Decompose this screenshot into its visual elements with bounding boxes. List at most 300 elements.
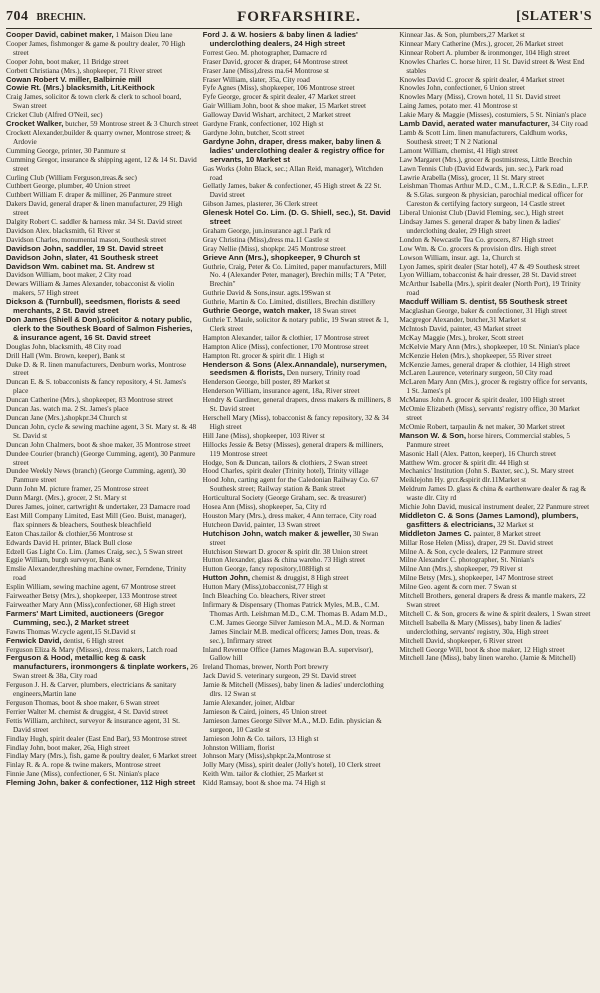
directory-entry [399, 254, 592, 263]
directory-entry [6, 40, 199, 58]
entry-name: Fraser David, grocer & draper, 64 Montrose street [202, 57, 348, 66]
entry-name: McLaren Laurence, veterinary surgeon, 50 City road [399, 369, 553, 378]
directory-entry [203, 67, 396, 76]
entry-name: McOmie Robert, tarpaulin & net maker, 30 Market street [399, 422, 565, 431]
directory-entry [399, 405, 592, 423]
directory-entry [399, 120, 592, 129]
entry-name: Knowles David C. grocer & spirit dealer, 4 Market street [399, 75, 565, 84]
entry-name: Cooper John, boot maker, 11 Bridge street [6, 57, 129, 66]
entry-name: Finnie Jane (Miss), confectioner, 6 St. Ninian's place [6, 770, 160, 779]
entry-name: Dundee Weekly News (branch) (George Cumming, agent), 30 Panmure street [6, 467, 186, 485]
entry-name: London & Newcastle Tea Co. grocers, 87 High street [399, 235, 554, 244]
directory-entry [6, 405, 199, 414]
directory-entry [6, 263, 199, 272]
directory-entry [399, 307, 592, 316]
directory-entry [399, 102, 592, 111]
directory-entry [6, 414, 199, 423]
entry-name: Duncan John Chalmers, boot & shoe maker, 35 Montrose street [6, 440, 191, 449]
entry-name: Gray Nellie (Miss), shopkpr. 245 Montrose street [202, 244, 346, 253]
entry-name: Lamb David, aerated water manufacturer, [399, 119, 550, 129]
entry-name: Corbett Christiana (Mrs.), shopkeeper, 71 River street [6, 66, 163, 75]
entry-name: Johnston William, florist [202, 743, 275, 752]
directory-entry [399, 592, 592, 610]
entry-name: Ferguson Eliza & Mary (Misses), dress makers, Latch road [6, 645, 178, 654]
directory-columns [6, 31, 592, 993]
entry-name: Cowan Robert V. miller, Balbirnie mill [6, 74, 142, 84]
entry-name: Edzell Gas Light Co. Lim. (James Craig, sec.), 5 Swan street [6, 547, 183, 556]
directory-entry [203, 779, 396, 788]
entry-name: Guthrie T. Maule, solicitor & notary public, 19 Swan street & 1, Clerk street [202, 316, 389, 333]
page-header [6, 6, 592, 29]
page-number: 704 [6, 9, 29, 24]
directory-entry [6, 129, 199, 147]
entry-name: Hutton Mary (Miss),tobacconist,77 High st [202, 583, 328, 592]
entry-name: Knowles Mary (Miss), Crown hotel, 11 St. David street [399, 93, 561, 102]
entry-name: McKenzie James, general draper & clothier, 14 High street [399, 360, 571, 369]
entry-name: Macgregor Alexander, butcher,31 Market st [399, 316, 526, 324]
directory-entry [6, 548, 199, 557]
entry-name: Duncan Catherine (Mrs.), shopkeeper, 83 Montrose street [6, 396, 174, 405]
directory-entry [203, 414, 396, 432]
entry-name: Hodge, Son & Duncan, tailors & clothiers, 2 Swan street [202, 458, 368, 467]
running-publisher: [SLATER'S [516, 9, 592, 24]
directory-entry [399, 450, 592, 459]
directory-entry [6, 361, 199, 379]
entry-name: Davidson Wm. cabinet ma. St. Andrew st [6, 261, 155, 271]
directory-entry [6, 744, 199, 753]
entry-name: Kinnear Robert A. plumber & ironmonger, 104 High street [399, 48, 570, 57]
entry-name: Manson W. & Son, [399, 430, 466, 440]
directory-entry [203, 752, 396, 761]
entry-name: Cuthbert George, plumber, 40 Union street [6, 182, 131, 191]
directory-entry [203, 646, 396, 664]
entry-name: Gardyne Frank, confectioner, 102 High st [202, 120, 324, 129]
entry-name: Dewars William & James Alexander, tobacconist & violin makers, 57 High street [6, 280, 175, 298]
directory-entry [203, 476, 396, 494]
directory-entry [6, 610, 199, 628]
entry-name: Meiklejohn Hy. grcr.&spirit dlr.11Market st [399, 476, 527, 485]
directory-entry [399, 646, 592, 655]
entry-name: Fleming John, baker & confectioner, 112 High street [6, 778, 196, 788]
directory-entry [399, 361, 592, 370]
directory-entry [399, 316, 592, 325]
directory-entry [203, 432, 396, 441]
entry-name: Leishman Thomas Arthur M.D., C.M., L.R.C.P. & S.Edin., L.F.P. & S.Glas. surgeon & physician, parochial medical officer for Careston & certifying factory surgeon, 14 Castle street [399, 182, 589, 209]
directory-entry [6, 512, 199, 530]
directory-entry [399, 271, 592, 280]
entry-name: Dakers David, general draper & linen manufacturer, 29 High street [6, 200, 183, 218]
entry-name: Milne A. & Son, cycle dealers, 12 Panmure street [399, 547, 543, 556]
directory-entry [203, 102, 396, 111]
entry-name: McKelvie Mary Ann (Mrs.), shopkeeper, 10 St. Ninian's place [399, 342, 580, 351]
entry-name: Cowie Rt. (Mrs.) blacksmith, Lit.Keithock [6, 83, 155, 93]
entry-name: Johnson Mary (Miss),shpkpr.2a,Montrose st [202, 752, 331, 761]
entry-name: Gray Christina (Miss),dress ma.11 Castle st [202, 235, 330, 244]
directory-entry [6, 280, 199, 298]
entry-name: Findlay Hugh, spirit dealer (East End Bar), 93 Montrose street [6, 734, 188, 743]
entry-name: Cooper James, fishmonger & game & poultry dealer, 70 High street [6, 39, 186, 57]
entry-name: Davidson John, saddler, 19 St. David street [6, 243, 164, 253]
entry-name: Middleton C. & Sons (James Lamond), plumbers, gasfitters & electricians, [399, 510, 579, 529]
entry-name: Lamb & Scott Lim. linen manufacturers, Caldhum works, Southesk street; T N 2 National [399, 128, 568, 146]
entry-name: McManus John A. grocer & spirit dealer, 100 High street [399, 396, 565, 405]
directory-entry [203, 93, 396, 102]
directory-entry [399, 610, 592, 619]
directory-entry [399, 432, 592, 450]
entry-name: Fettis William, architect, surveyor & insurance agent, 31 St. David street [6, 716, 180, 734]
directory-entry [6, 556, 199, 565]
directory-entry [399, 476, 592, 485]
directory-entry [203, 76, 396, 85]
entry-name: Duncan Jas. watch ma. 2 St. James's place [6, 405, 129, 414]
directory-entry [203, 182, 396, 200]
entry-name: Lowson William, insur. agt. 1a, Church st [399, 253, 521, 262]
entry-name: Edwards David H. printer, Black Bull close [6, 538, 133, 547]
directory-entry [6, 271, 199, 280]
directory-entry [6, 156, 199, 174]
entry-name: Macduff William S. dentist, 55 Southesk street [399, 297, 568, 307]
running-county: FORFARSHIRE. [237, 8, 361, 25]
directory-entry [399, 343, 592, 352]
entry-name: Glenesk Hotel Co. Lim. (D. G. Shiell, sec.), St. David street [202, 208, 391, 227]
directory-entry [6, 441, 199, 450]
directory-entry [203, 307, 396, 316]
directory-entry [399, 334, 592, 343]
directory-entry [399, 129, 592, 147]
entry-name: Duncan Jane (Mrs.),shopkpr.34 Church st [6, 413, 128, 422]
entry-name: Matthew Wm. grocer & spirit dlr. 44 High st [399, 458, 529, 467]
entry-name: Horticultural Society (George Graham, sec. & treasurer) [202, 494, 367, 503]
directory-entry [399, 565, 592, 574]
directory-entry [203, 209, 396, 227]
entry-name: Gellatly James, baker & confectioner, 45 High street & 22 St. David street [202, 182, 382, 200]
directory-entry [203, 165, 396, 183]
entry-name: Ferguson Thomas, boot & shoe maker, 6 Swan street [6, 698, 160, 707]
entry-name: Lawrie Arabella (Miss), grocer, 11 St. Mary street [399, 173, 545, 182]
entry-name: McIntosh David, painter, 43 Market street [399, 324, 522, 333]
directory-entry [399, 58, 592, 76]
directory-entry [6, 681, 199, 699]
directory-entry [203, 111, 396, 120]
directory-entry [399, 619, 592, 637]
directory-entry [399, 485, 592, 503]
directory-entry [203, 530, 396, 548]
directory-entry [6, 637, 199, 646]
directory-entry [203, 84, 396, 93]
directory-entry [399, 467, 592, 476]
directory-entry [6, 218, 199, 227]
directory-entry [203, 548, 396, 557]
entry-name: Henderson George, bill poster, 89 Market st [202, 378, 330, 387]
entry-name: Mitchell Brothers, general drapers & dress & mantle makers, 22 Swan street [399, 592, 586, 609]
directory-entry [399, 280, 592, 298]
directory-entry [6, 503, 199, 512]
directory-entry [203, 574, 396, 583]
directory-entry [6, 343, 199, 352]
entry-name: Findlay Mary (Mrs.), fish, game & poultry dealer, 6 Market street [6, 752, 197, 761]
entry-name: Forrest Geo. M. photographer, Damacre rd [202, 48, 327, 57]
entry-name: Cumming George, printer, 30 Panmure st [6, 146, 126, 155]
entry-name: Dunn John M. picture framer, 25 Montrose street [6, 485, 149, 494]
entry-detail: horse hirers, Commercial stables, 5 Panmure street [406, 431, 571, 449]
entry-name: Hutcheon David, painter, 13 Swan street [202, 520, 321, 529]
entry-name: Gas Works (John Black, sec.; Allan Reid, manager), Witchden road [202, 164, 384, 182]
directory-entry [6, 31, 199, 40]
directory-entry [399, 40, 592, 49]
directory-entry [6, 200, 199, 218]
entry-name: Dures James, joiner, cartwright & undertaker, 23 Damacre road [6, 503, 191, 512]
entry-name: Gair William John, boot & shoe maker, 15 Market street [202, 102, 367, 111]
directory-entry [399, 637, 592, 646]
directory-entry [6, 93, 199, 111]
directory-entry [203, 672, 396, 681]
entry-name: Lakie Mary & Maggie (Misses), costumiers, 5 St. Ninian's place [399, 111, 587, 120]
directory-entry [399, 459, 592, 468]
entry-name: Liberal Unionist Club (David Fleming, sec.), High street [399, 209, 564, 218]
directory-entry [203, 459, 396, 468]
directory-entry [6, 565, 199, 583]
entry-name: Jack David S. veterinary surgeon, 29 St. David street [202, 672, 357, 681]
directory-entry [203, 289, 396, 298]
directory-entry [203, 556, 396, 565]
entry-name: Davidson William, boot maker, 2 City road [6, 271, 132, 280]
entry-name: Gardyne John, draper, dress maker, baby linen & ladies' underclothing dealer & registry office for servants, 10 Market st [202, 136, 385, 164]
entry-name: Esplin William, sewing machine agent, 67 Montrose street [6, 583, 176, 592]
directory-entry [6, 752, 199, 761]
entry-name: Fairweather Betsy (Mrs.), shopkeeper, 133 Montrose street [6, 592, 178, 601]
directory-entry [6, 378, 199, 396]
entry-name: Mitchell Isabella & Mary (Misses), baby linen & ladies' underclothing, servants' registry, 30a, High street [399, 618, 562, 636]
directory-entry [203, 334, 396, 343]
entry-detail: 26 Swan street & 38a, City road [13, 663, 198, 681]
directory-entry [6, 583, 199, 592]
entry-name: Crocket Walker, [6, 119, 64, 129]
entry-name: McLaren Mary Ann (Mrs.), grocer & registry office for servants, 1 St. James's pl [399, 378, 588, 396]
directory-entry [399, 548, 592, 557]
entry-name: Herschell Mary (Miss), tobacconist & fancy repository, 32 & 34 High street [202, 413, 389, 431]
entry-name: Mitchell C. & Son, grocers & wine & spirit dealers, 1 Swan street [399, 609, 591, 618]
directory-entry [399, 84, 592, 93]
directory-entry [6, 191, 199, 200]
entry-name: Inland Revenue Office (James Magowan B.A. supervisor), Gallow hill [202, 645, 374, 663]
entry-name: Fawns Thomas W.cycle agent,15 St.David st [6, 627, 136, 636]
directory-entry [203, 441, 396, 459]
directory-entry [399, 574, 592, 583]
directory-entry [203, 744, 396, 753]
entry-name: Mitchell Jane (Miss), baby linen wareho. (Jamie & Mitchell) [399, 654, 576, 663]
entry-name: Dalgity Robert C. saddler & harness mkr. 34 St. David street [6, 218, 183, 227]
entry-name: Hampton Alice (Miss), confectioner, 170 Montrose street [202, 342, 369, 351]
entry-name: Eaton Chas.tailor & clothier,56 Montrose st [6, 529, 133, 538]
directory-entry [399, 556, 592, 565]
directory-entry [399, 378, 592, 396]
entry-name: Curling Club (William Ferguson,treas.& sec) [6, 173, 137, 182]
directory-entry [203, 343, 396, 352]
entry-name: Davidson Alex. blacksmith, 61 River st [6, 226, 121, 235]
entry-name: Dunn Margt. (Mrs.), grocer, 2 St. Mary st [6, 494, 127, 503]
directory-entry [203, 387, 396, 396]
entry-name: Hood Charles, spirit dealer (Trinity hotel), Trinity village [202, 467, 369, 476]
entry-name: Fyfe George, grocer & spirit dealer, 47 Market street [202, 93, 356, 102]
directory-entry [6, 147, 199, 156]
directory-entry [203, 396, 396, 414]
entry-detail: 18 Swan street [311, 307, 357, 316]
entry-name: East Mill Company Limited, East Mill (Geo. Buist, manager), flax spinners & bleachers, Southesk bleachfield [6, 511, 187, 529]
directory-entry [203, 512, 396, 521]
entry-name: Findlay John, boot maker, 26a, High street [6, 743, 130, 752]
entry-name: Ford J. & W. hosiers & baby linen & ladies' underclothing dealers, 24 High street [202, 31, 358, 48]
entry-name: Fraser Jane (Miss),dress ma.64 Montrose st [202, 66, 329, 75]
entry-name: Davidson Charles, monumental mason, Southesk street [6, 235, 167, 244]
directory-entry [6, 699, 199, 708]
directory-entry [203, 58, 396, 67]
directory-entry [399, 352, 592, 361]
entry-name: Lyon William, tobacconist & hair dresser, 28 St. David street [399, 271, 577, 280]
entry-name: Lyon James, spirit dealer (Star hotel), 47 & 49 Southesk street [399, 262, 580, 271]
directory-entry [203, 138, 396, 165]
entry-name: Jamieson & Caird, joiners, 45 Union street [202, 707, 327, 716]
entry-name: Dickson & (Turnbull), seedsmen, florists & seed merchants, 2 St. David street [6, 297, 181, 316]
entry-name: Hendry & Gardiner, general drapers, dress makers & milliners, 8 St. David street [202, 396, 391, 414]
entry-detail: 32 Market st [495, 520, 534, 529]
directory-entry [6, 708, 199, 717]
directory-entry [203, 681, 396, 699]
entry-name: Guthrie, Craig, Peter & Co. Limited, paper manufacturers, Mill No. 4 (Alexander Peter, manager), Brechin mills; T A "Peter, Brechin" [202, 262, 387, 289]
entry-name: Dundee Courier (branch) (George Cumming, agent), 30 Panmure street [6, 449, 196, 467]
entry-name: Fenwick David, [6, 635, 62, 645]
entry-name: Grieve Ann (Mrs.), shopkeeper, 9 Church st [202, 252, 361, 262]
running-town: BRECHIN. [36, 11, 86, 23]
entry-name: Lindsay James S. general draper & baby linen & ladies' underclothing dealer, 29 High street [399, 218, 561, 235]
entry-name: Henderson William, insurance agent, 18a, River street [202, 387, 360, 396]
entry-name: Ferguson J. H. & Carver, plumbers, electricians & sanitary engineers,Martin lane [6, 681, 177, 699]
directory-entry [6, 467, 199, 485]
directory-entry [6, 530, 199, 539]
entry-name: Kidd Ramsay, boot & shoe ma. 74 High st [202, 779, 326, 788]
directory-entry [399, 93, 592, 102]
directory-entry [203, 361, 396, 379]
directory-entry [399, 325, 592, 334]
entry-name: McKenzie Helen (Mrs.), shopkeeper, 55 River street [399, 351, 552, 360]
entry-name: Guthrie David & Sons,insur. agts.19Swan st [202, 289, 331, 298]
entry-name: Hillocks Jessie & Betsy (Misses), general drapers & milliners, 119 Montrose street [202, 440, 384, 458]
entry-name: Mitchell George Will, boot & shoe maker, 12 High street [399, 645, 565, 654]
directory-entry [399, 530, 592, 539]
directory-entry [399, 369, 592, 378]
entry-name: Infirmary & Dispensary (Thomas Patrick Myles, M.B., C.M. Thomas Arth. Leishman M.D., C.M. Thomas B. Adam M.D., C.M. James George Silver Jamieson M.A., M.D. & Norman James Sinclair M.B. medical officers; James Don, treas. & sec.), Infirmary street [202, 601, 388, 645]
entry-name: Cuthbert William F. draper & milliner, 26 Panmure street [6, 191, 172, 200]
directory-entry [399, 539, 592, 548]
entry-name: Cumming Gregor, insurance & shipping agent, 12 & 14 St. David street [6, 155, 197, 173]
directory-entry [399, 263, 592, 272]
entry-detail: 34 City road [549, 120, 588, 129]
entry-name: Ireland Thomas, brewer, North Port brewry [202, 663, 329, 672]
entry-name: Keith Wm. tailor & clothier, 25 Market st [202, 770, 324, 779]
entry-name: Masonic Hall (Alex. Patton, keeper), 16 Church street [399, 449, 556, 458]
directory-entry [399, 156, 592, 165]
entry-name: Macglashan George, baker & confectioner, 31 High street [399, 307, 568, 316]
entry-name: Davidson John, slater, 41 Southesk street [6, 252, 159, 262]
directory-entry [203, 494, 396, 503]
entry-detail: chemist & druggist, 8 High street [250, 574, 349, 583]
entry-name: Jamieson James George Silver M.A., M.D. Edin. physician & surgeon, 10 Castle st [202, 716, 382, 734]
directory-entry [399, 245, 592, 254]
entry-name: Mechanics' Institution (John S. Baxter, sec.), St. Mary street [399, 467, 574, 476]
directory-entry [399, 147, 592, 156]
directory-entry [6, 423, 199, 441]
directory-entry [203, 467, 396, 476]
entry-name: Hutchison Stewart D. grocer & spirit dlr. 38 Union street [202, 547, 368, 556]
entry-name: Duncan John, cycle & sewing machine agent, 3 St. Mary st. & 48 St. David st [6, 422, 197, 440]
entry-name: Milne Alexander C. photographer, St. Ninian's [399, 556, 535, 565]
entry-name: Hutton John, [202, 573, 251, 583]
directory-entry [203, 503, 396, 512]
entry-name: McOmie Elizabeth (Miss), servants' registry office, 30 Market street [399, 405, 580, 422]
entry-name: Kinnear Mary Catherine (Mrs.), grocer, 26 Market street [399, 39, 564, 48]
entry-name: Knowles John, confectioner, 6 Union street [399, 84, 525, 93]
entry-name: Meldrum James D. glass & china & earthenware dealer & rag & waste dlr. City rd [399, 485, 587, 503]
entry-name: Ferrier Walter M. chemist & druggist, 4 St. David street [6, 707, 168, 716]
directory-entry [399, 218, 592, 236]
directory-entry [6, 58, 199, 67]
entry-name: Lamont William, chemist, 41 High street [399, 146, 518, 155]
directory-entry [203, 236, 396, 245]
directory-entry [6, 227, 199, 236]
directory-entry [6, 735, 199, 744]
directory-entry [399, 182, 592, 209]
entry-name: Laing James, potato mer. 41 Montrose st [399, 102, 518, 111]
directory-entry [399, 396, 592, 405]
entry-name: Middleton James C. [399, 528, 472, 538]
directory-column-2 [203, 31, 396, 993]
entry-name: Jamieson John & Co. tailors, 13 High st [202, 734, 319, 743]
entry-name: Henderson & Sons (Alex.Annandale), nurserymen, seedsmen & florists, [202, 359, 387, 378]
entry-name: Gardyne John, butcher, Scott street [202, 128, 305, 137]
entry-name: Jolly Mary (Miss), spirit dealer (Jolly's hotel), 10 Clerk street [202, 761, 381, 770]
directory-column-3 [399, 31, 592, 993]
directory-entry [203, 717, 396, 735]
entry-name: Knowles Charles C. horse hirer, 11 St. David street & West End stables [399, 57, 585, 75]
entry-name: Milne Geo. agent & corn mer. 7 Swan st [399, 583, 517, 592]
directory-entry [6, 396, 199, 405]
directory-column-1 [6, 31, 199, 993]
directory-entry [399, 298, 592, 307]
directory-entry [6, 717, 199, 735]
directory-entry [203, 770, 396, 779]
entry-name: Gibson James, plasterer, 36 Clerk street [202, 200, 318, 209]
entry-detail: 30 Swan street [209, 529, 379, 547]
directory-entry [399, 209, 592, 218]
entry-name: McArthur Isabella (Mrs.), spirit dealer (North Port), 19 Trinity road [399, 280, 581, 298]
directory-entry [6, 352, 199, 361]
entry-name: Hutton Alexander, glass & china wareho. 73 High street [202, 556, 366, 565]
directory-entry [399, 76, 592, 85]
directory-entry [6, 539, 199, 548]
entry-name: Duncan E. & S. tobacconists & fancy repository, 4 St. James's place [6, 378, 187, 396]
directory-entry [203, 263, 396, 290]
directory-entry [203, 378, 396, 387]
directory-entry [6, 84, 199, 93]
entry-name: Hill Jane (Miss), shopkeeper, 103 River st [202, 431, 325, 440]
directory-entry [203, 699, 396, 708]
directory-entry [6, 120, 199, 129]
directory-entry [203, 592, 396, 601]
entry-name: McKay Maggie (Mrs.), broker, Scott street [399, 333, 524, 342]
entry-name: Duke D. & R. linen manufacturers, Denburn works, Montrose street [6, 360, 187, 378]
directory-entry [399, 654, 592, 663]
entry-name: Cooper David, cabinet maker, [6, 31, 114, 39]
entry-name: Hampton Rt. grocer & spirit dlr. 1 High st [202, 351, 325, 360]
